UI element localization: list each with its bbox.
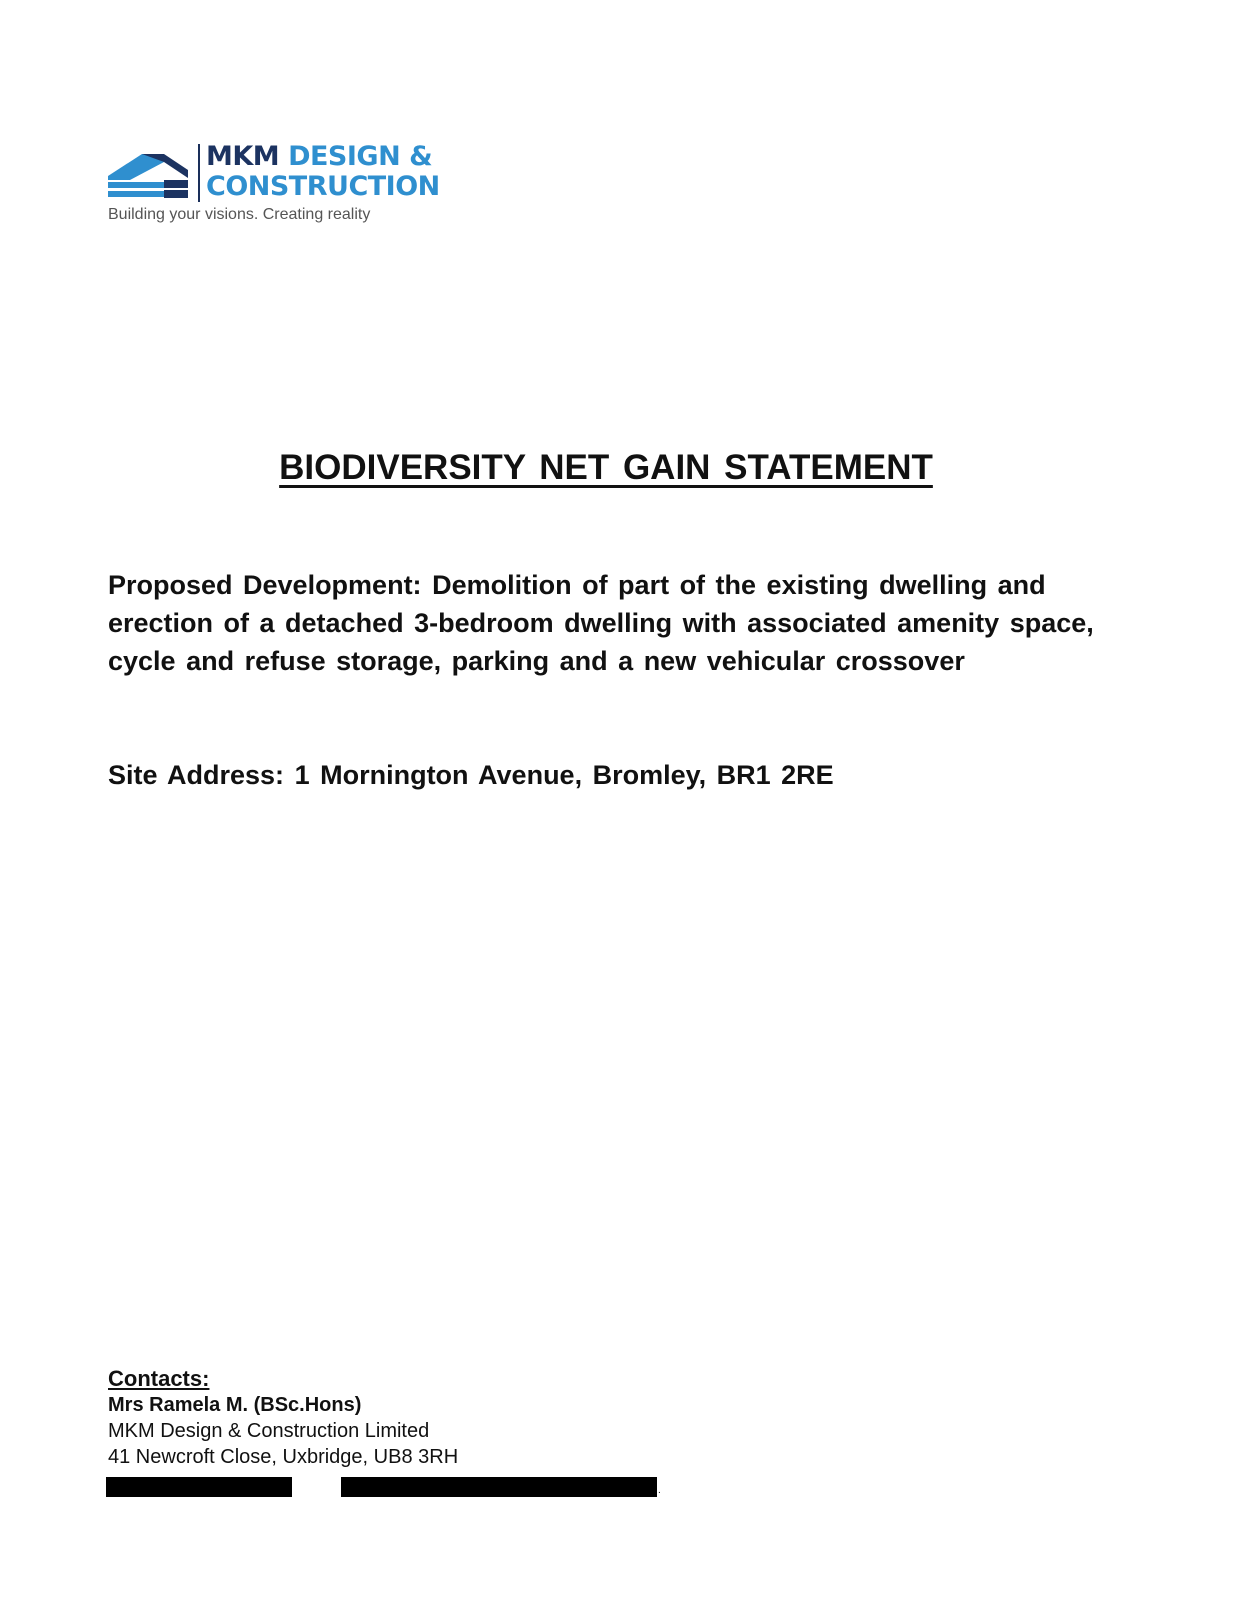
logo-wordmark-line2: CONSTRUCTION	[206, 171, 440, 202]
trailing-period: .	[658, 1485, 661, 1496]
contacts-heading: Contacts:	[108, 1366, 210, 1391]
company-logo	[108, 141, 440, 232]
logo-wordmark-line1	[206, 142, 432, 172]
logo-divider	[198, 144, 200, 202]
logo-tagline: Building your visions. Creating reality	[108, 206, 371, 223]
site-address	[108, 756, 1118, 794]
site-address-text: 1 Mornington Avenue, Bromley, BR1 2RE	[294, 760, 834, 790]
contact-address: 41 Newcroft Close, Uxbridge, UB8 3RH	[108, 1446, 459, 1468]
document-title: BIODIVERSITY NET GAIN STATEMENT	[279, 448, 933, 487]
proposed-development	[108, 566, 1118, 680]
site-address-label: Site Address:	[108, 760, 285, 790]
proposed-development-label: Proposed Development:	[108, 570, 422, 600]
redaction-bar	[106, 1477, 292, 1497]
building-stack-icon	[108, 148, 192, 200]
contact-name: Mrs Ramela M. (BSc.Hons)	[108, 1394, 362, 1416]
logo-design-text: DESIGN &	[288, 141, 433, 172]
logo-mkm-text: MKM	[206, 141, 280, 172]
contacts-block	[108, 1366, 808, 1470]
redaction-bar	[341, 1477, 657, 1497]
proposed-development-text: Demolition of part of the existing dwelling and erection of a detached 3-bedroom dwelling with associated amenity space, cycle and refuse storage, parking and a new vehicular crossover	[108, 570, 1094, 676]
contact-company: MKM Design & Construction Limited	[108, 1420, 430, 1442]
